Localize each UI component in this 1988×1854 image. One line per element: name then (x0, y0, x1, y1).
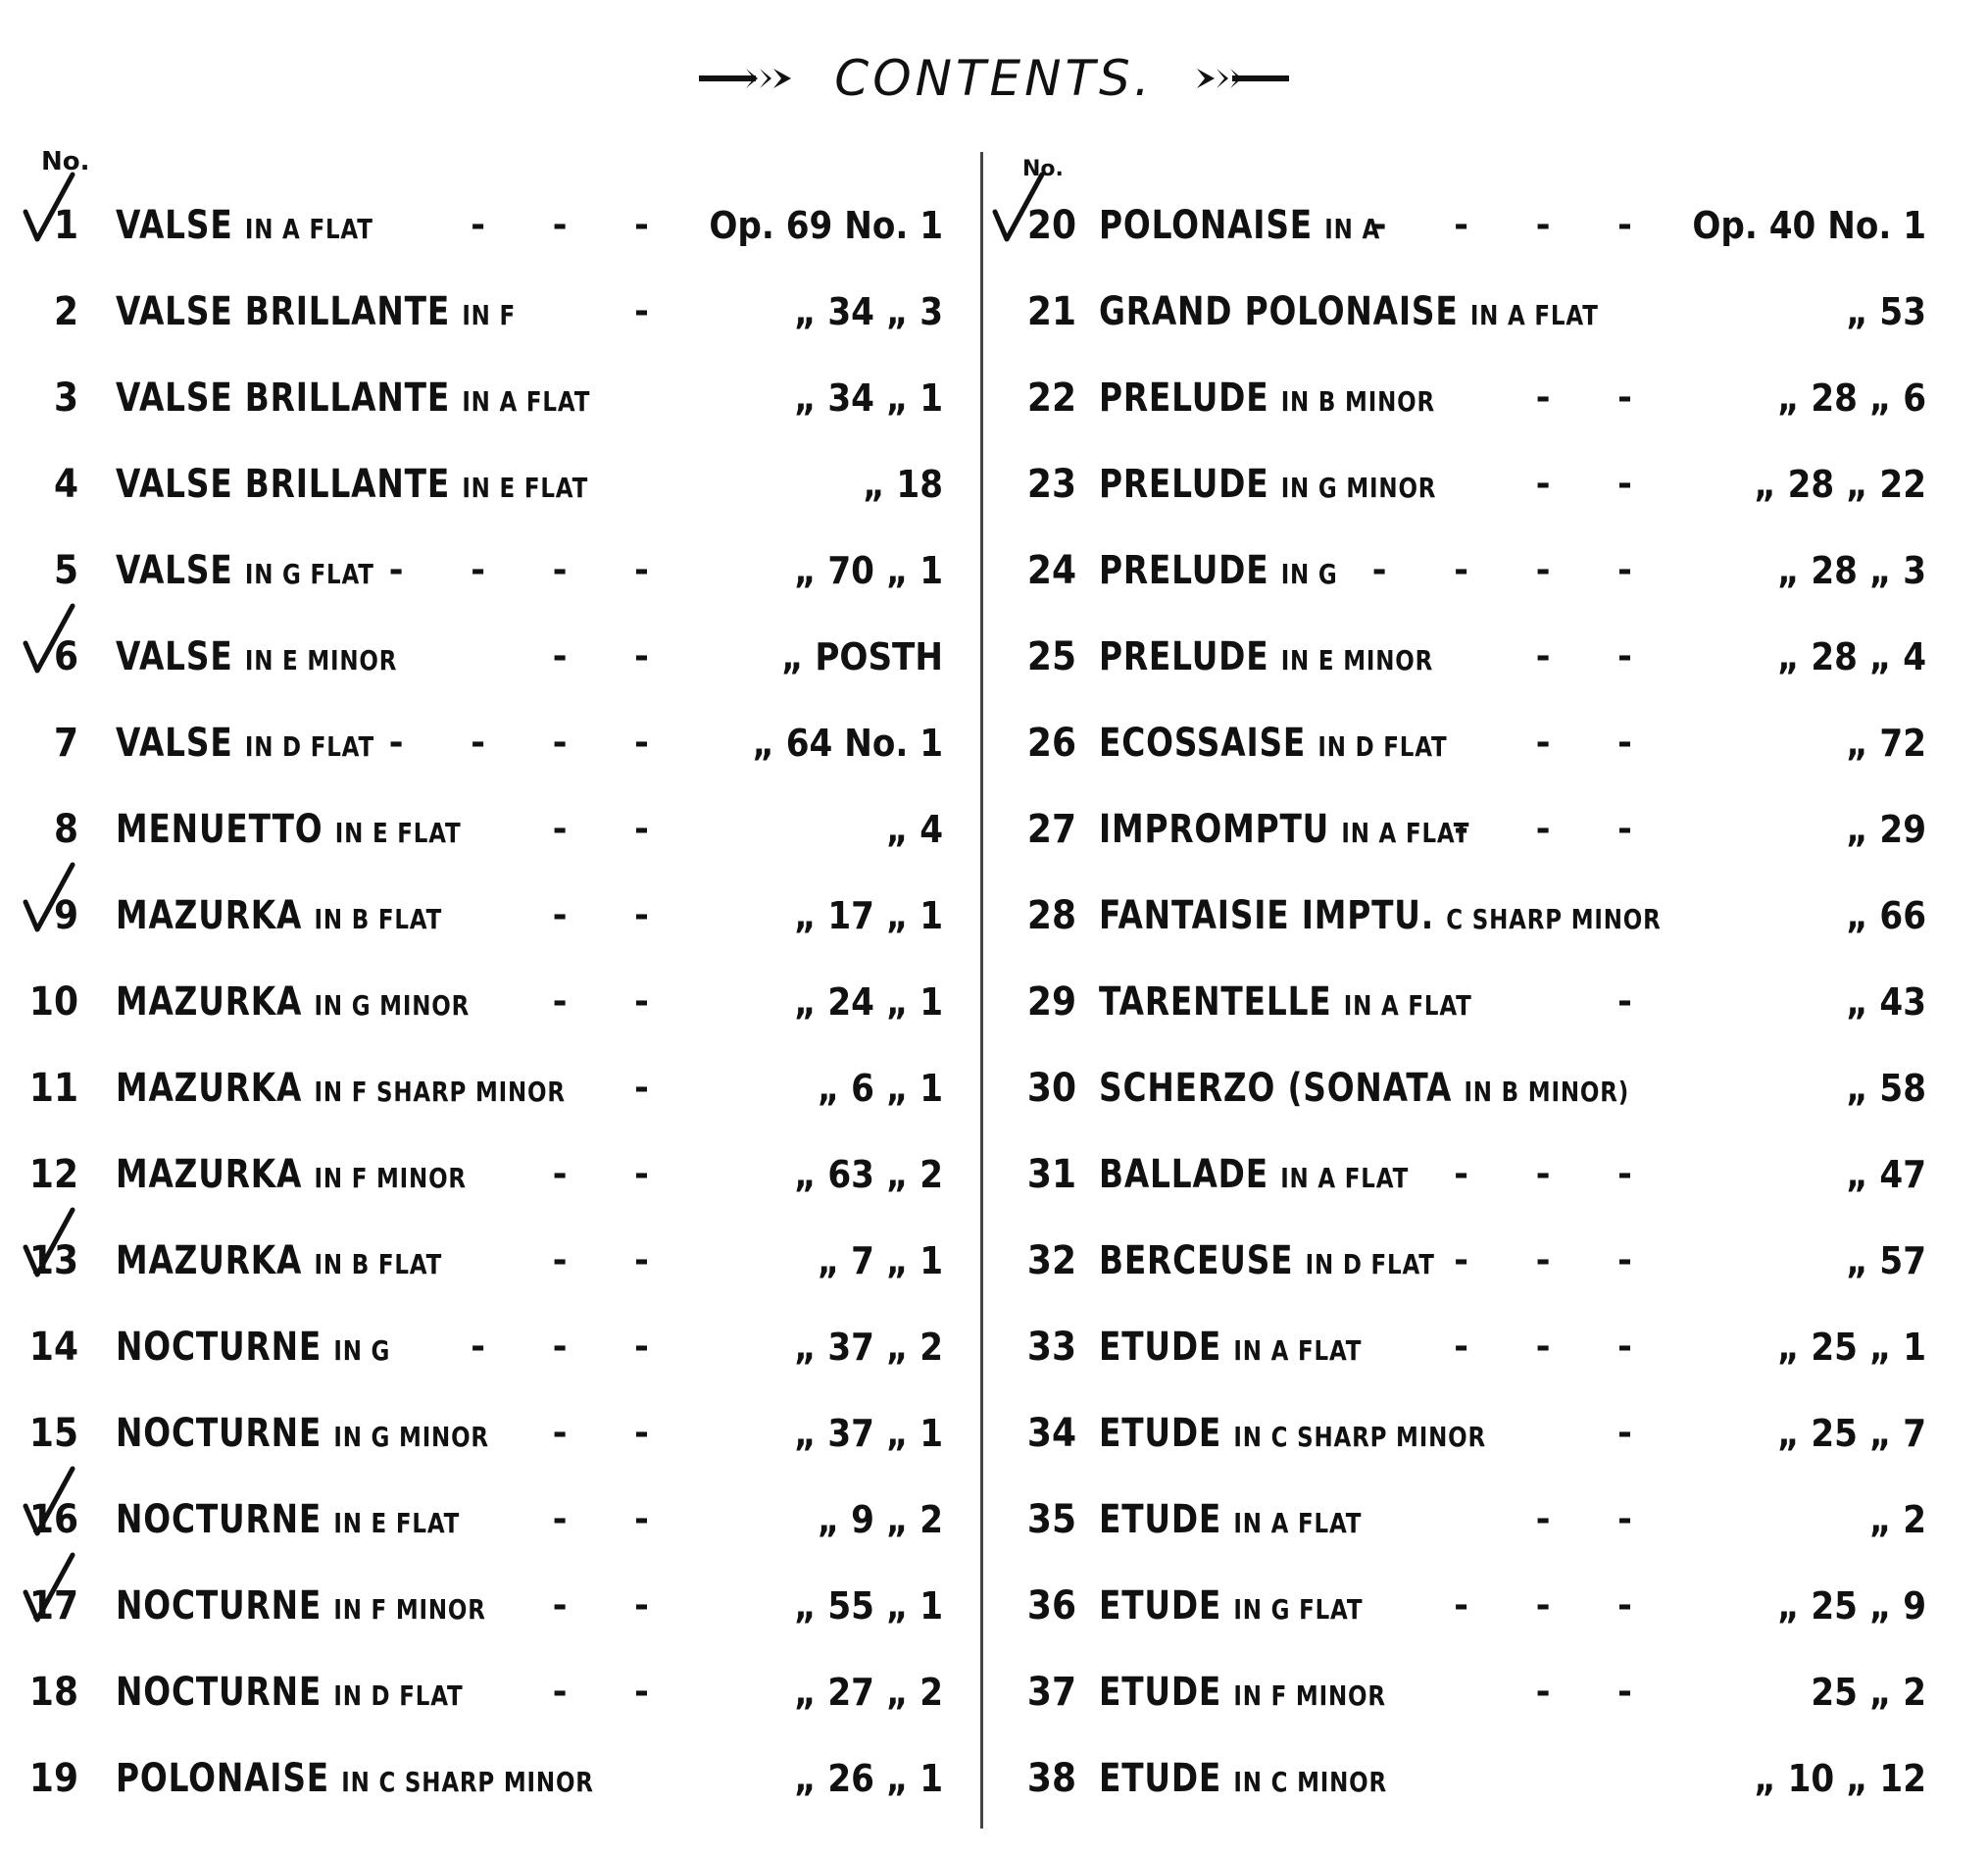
entry-number: 14 (28, 1325, 78, 1370)
right-ornament-icon (1193, 64, 1291, 93)
piece-name: BERCEUSE (1099, 1238, 1294, 1283)
entry-number: 22 (1026, 376, 1076, 421)
contents-entry (0, 282, 980, 369)
entry-title (116, 714, 374, 777)
leader-dashes: - - (1535, 1499, 1660, 1539)
leader-dashes: - - - (1454, 1585, 1660, 1626)
contents-entry (983, 1059, 1963, 1145)
piece-name: PRELUDE (1099, 548, 1269, 593)
entry-title (116, 1490, 460, 1553)
piece-key: IN D FLAT (244, 730, 374, 763)
opus-number: „ 53 (1846, 290, 1926, 333)
piece-key: IN A FLAT (1233, 1507, 1363, 1539)
opus-number: Op. 40 No. 1 (1692, 204, 1926, 247)
piece-key: IN C MINOR (1233, 1766, 1388, 1798)
leader-dashes: - - - - (388, 723, 676, 763)
contents-entry (983, 1145, 1963, 1231)
contents-entry (0, 1490, 980, 1577)
leader-dashes: - - - - (1371, 205, 1660, 245)
opus-number: „ 4 (885, 808, 943, 851)
entry-title (116, 1404, 489, 1467)
entry-number: 16 (28, 1497, 78, 1542)
piece-name: TARENTELLE (1099, 979, 1332, 1025)
entry-title (1099, 282, 1599, 345)
leader-dashes: - (1617, 1413, 1660, 1453)
opus-number: „ 43 (1846, 980, 1926, 1024)
opus-number: „ 28 „ 6 (1777, 376, 1926, 420)
contents-entry (983, 1404, 1963, 1490)
entry-title (116, 800, 462, 863)
opus-number: „ 24 „ 1 (794, 980, 943, 1024)
piece-key: IN A FLAT (244, 213, 373, 245)
contents-entry (0, 1749, 980, 1835)
piece-key: IN G MINOR (1280, 472, 1437, 504)
piece-name: PRELUDE (1099, 462, 1269, 507)
leader-dashes: - - (552, 1672, 676, 1712)
check-mark-icon (20, 1549, 78, 1628)
leader-dashes: - - - (1454, 809, 1660, 849)
entry-number: 4 (53, 462, 78, 507)
entry-number: 31 (1026, 1152, 1076, 1197)
piece-name: ETUDE (1099, 1670, 1222, 1715)
entry-title (116, 282, 516, 345)
contents-entry (983, 455, 1963, 541)
opus-number: „ 29 (1846, 808, 1926, 851)
piece-key: IN D FLAT (1305, 1248, 1435, 1280)
entry-title (1099, 369, 1435, 431)
piece-name: MENUETTO (116, 807, 323, 852)
leader-dashes: - (1617, 981, 1660, 1022)
opus-number: „ 28 „ 22 (1754, 463, 1926, 506)
piece-key: IN E FLAT (462, 472, 589, 504)
leader-dashes: - - (552, 895, 676, 935)
piece-name: ETUDE (1099, 1583, 1222, 1629)
opus-number: „ 28 „ 4 (1777, 635, 1926, 678)
piece-key: IN A FLAT (1341, 817, 1470, 849)
contents-entry (983, 1663, 1963, 1749)
opus-number: „ 26 „ 1 (794, 1757, 943, 1800)
entry-title (1099, 455, 1436, 518)
contents-entry (983, 1231, 1963, 1318)
contents-entry (0, 1577, 980, 1663)
leader-dashes: - - (552, 636, 676, 676)
opus-number: „ 72 (1846, 722, 1926, 765)
leader-dashes: - - - (471, 205, 676, 245)
entry-number: 32 (1026, 1238, 1076, 1283)
entry-number: 21 (1026, 289, 1076, 334)
check-mark-icon (20, 600, 78, 678)
piece-key: IN B MINOR) (1464, 1076, 1630, 1108)
entry-title (1099, 1059, 1629, 1122)
contents-entry (0, 1145, 980, 1231)
piece-name: POLONAISE (1099, 203, 1313, 248)
entry-number: 33 (1026, 1325, 1076, 1370)
piece-name: VALSE (116, 721, 233, 766)
piece-key: IN E MINOR (244, 644, 398, 676)
contents-entry (983, 714, 1963, 800)
check-mark-icon (20, 1463, 78, 1541)
contents-entry (0, 800, 980, 886)
entry-number: 11 (28, 1066, 78, 1111)
entry-title (116, 627, 397, 690)
entry-title (1099, 1749, 1387, 1812)
piece-key: IN E FLAT (334, 817, 462, 849)
contents-entry (0, 196, 980, 282)
entry-number: 36 (1026, 1583, 1076, 1629)
piece-name: ETUDE (1099, 1497, 1222, 1542)
opus-number: „ 34 „ 3 (794, 290, 943, 333)
piece-key: IN C SHARP MINOR (341, 1766, 594, 1798)
opus-number: „ 34 „ 1 (794, 376, 943, 420)
entry-title (1099, 1231, 1435, 1294)
piece-name: BALLADE (1099, 1152, 1268, 1197)
opus-number: „ 64 No. 1 (752, 722, 943, 765)
piece-name: IMPROMPTU (1099, 807, 1330, 852)
leader-dashes: - - (552, 1240, 676, 1280)
piece-name: FANTAISIE IMPTU. (1099, 893, 1435, 938)
piece-name: MAZURKA (116, 1152, 303, 1197)
piece-key: IN F MINOR (333, 1593, 486, 1626)
entry-title (1099, 541, 1338, 604)
right-column-head: No. (1022, 157, 1064, 181)
contents-entry (983, 627, 1963, 714)
piece-name: ETUDE (1099, 1756, 1222, 1801)
entry-number: 27 (1026, 807, 1076, 852)
opus-number: „ 17 „ 1 (794, 894, 943, 937)
piece-name: VALSE BRILLANTE (116, 462, 451, 507)
leader-dashes: - - - (471, 1327, 676, 1367)
entry-number: 7 (53, 721, 78, 766)
leader-dashes: - - (552, 1413, 676, 1453)
check-mark-icon (20, 859, 78, 937)
entry-number: 26 (1026, 721, 1076, 766)
entry-title (116, 1749, 594, 1812)
leader-dashes: - (634, 1068, 676, 1108)
entry-title (116, 369, 590, 431)
piece-name: VALSE (116, 203, 233, 248)
opus-number: „ 58 (1846, 1067, 1926, 1110)
contents-entry (0, 1663, 980, 1749)
contents-entry (0, 455, 980, 541)
contents-entry (983, 369, 1963, 455)
piece-key: IN A (1324, 213, 1381, 245)
piece-key: IN F (462, 299, 517, 331)
title-row (0, 39, 1988, 118)
entry-number: 29 (1026, 979, 1076, 1025)
leader-dashes: - - (552, 809, 676, 849)
entry-number: 28 (1026, 893, 1076, 938)
entry-number: 5 (53, 548, 78, 593)
left-ornament-icon (697, 64, 795, 93)
opus-number: „ 66 (1846, 894, 1926, 937)
entry-title (116, 886, 442, 949)
opus-number: „ 37 „ 1 (794, 1412, 943, 1455)
piece-key: IN B MINOR (1280, 385, 1435, 418)
entry-number: 35 (1026, 1497, 1076, 1542)
entry-title (1099, 1663, 1386, 1726)
leader-dashes: - - (1535, 464, 1660, 504)
piece-name: VALSE BRILLANTE (116, 289, 451, 334)
leader-dashes: - - (1535, 377, 1660, 418)
contents-entry (983, 886, 1963, 973)
opus-number: „ 25 „ 9 (1777, 1584, 1926, 1628)
opus-number: „ 63 „ 2 (794, 1153, 943, 1196)
piece-key: IN G FLAT (1233, 1593, 1364, 1626)
contents-entry (0, 627, 980, 714)
contents-entry (983, 800, 1963, 886)
contents-entry (983, 1577, 1963, 1663)
piece-key: IN G MINOR (333, 1421, 489, 1453)
entry-number: 19 (28, 1756, 78, 1801)
contents-entry (0, 973, 980, 1059)
opus-number: „ 55 „ 1 (794, 1584, 943, 1628)
contents-entry (0, 1404, 980, 1490)
contents-entry (0, 886, 980, 973)
leader-dashes: - - (552, 1585, 676, 1626)
check-mark-icon (20, 169, 78, 247)
entry-title (1099, 886, 1662, 949)
piece-name: ETUDE (1099, 1325, 1222, 1370)
contents-entry (0, 369, 980, 455)
piece-name: MAZURKA (116, 1066, 303, 1111)
check-mark-icon (20, 1204, 78, 1282)
leader-dashes: - - (552, 981, 676, 1022)
opus-number: „ 25 „ 1 (1777, 1326, 1926, 1369)
opus-number: „ 9 „ 2 (817, 1498, 943, 1541)
piece-key: IN G (1280, 558, 1338, 590)
contents-entry (0, 1318, 980, 1404)
piece-name: POLONAISE (116, 1756, 329, 1801)
opus-number: „ 57 (1846, 1239, 1926, 1282)
piece-key: IN A FLAT (1280, 1162, 1410, 1194)
entry-title (116, 1577, 486, 1639)
leader-dashes: - - (1535, 723, 1660, 763)
opus-number: „ 25 „ 7 (1777, 1412, 1926, 1455)
entry-title (1099, 1318, 1362, 1380)
entry-number: 17 (28, 1583, 78, 1629)
entry-number: 24 (1026, 548, 1076, 593)
entry-number: 8 (53, 807, 78, 852)
contents-entry (983, 1490, 1963, 1577)
piece-name: NOCTURNE (116, 1411, 323, 1456)
opus-number: „ 7 „ 1 (817, 1239, 943, 1282)
piece-name: NOCTURNE (116, 1497, 323, 1542)
entry-title (1099, 196, 1380, 259)
opus-number: „ 27 „ 2 (794, 1671, 943, 1714)
entry-number: 37 (1026, 1670, 1076, 1715)
entry-number: 23 (1026, 462, 1076, 507)
contents-entry (0, 714, 980, 800)
opus-number: 25 „ 2 (1811, 1671, 1926, 1714)
piece-name: ETUDE (1099, 1411, 1222, 1456)
piece-key: IN B FLAT (314, 903, 443, 935)
piece-key: IN D FLAT (333, 1679, 464, 1712)
entry-number: 30 (1026, 1066, 1076, 1111)
piece-key: IN F MINOR (1233, 1679, 1386, 1712)
piece-name: PRELUDE (1099, 376, 1269, 421)
entry-title (116, 455, 588, 518)
check-mark-icon (989, 169, 1048, 247)
piece-name: VALSE (116, 634, 233, 679)
piece-name: NOCTURNE (116, 1583, 323, 1629)
entry-title (1099, 1404, 1486, 1467)
left-column-head: No. (41, 147, 90, 176)
entry-number: 38 (1026, 1756, 1076, 1801)
contents-entry (983, 541, 1963, 627)
opus-number: Op. 69 No. 1 (709, 204, 943, 247)
opus-number: „ POSTH (780, 635, 943, 678)
opus-number: „ 47 (1846, 1153, 1926, 1196)
entry-title (116, 541, 374, 604)
contents-entry (983, 1749, 1963, 1835)
opus-number: „ 10 „ 12 (1754, 1757, 1926, 1800)
leader-dashes: - - (552, 1154, 676, 1194)
piece-key: C SHARP MINOR (1446, 903, 1662, 935)
contents-entry (983, 282, 1963, 369)
contents-entry (983, 196, 1963, 282)
leader-dashes: - - - (1454, 1240, 1660, 1280)
piece-key: IN G (333, 1334, 391, 1367)
piece-key: IN E FLAT (333, 1507, 461, 1539)
entry-number: 1 (53, 203, 78, 248)
opus-number: „ 2 (1868, 1498, 1926, 1541)
entry-title (1099, 1145, 1409, 1208)
leader-dashes: - - - (1454, 1154, 1660, 1194)
entry-title (1099, 714, 1448, 777)
entry-title (116, 1318, 390, 1380)
contents-entry (0, 541, 980, 627)
contents-entry (0, 1231, 980, 1318)
opus-number: „ 37 „ 2 (794, 1326, 943, 1369)
entry-title (116, 1231, 442, 1294)
entry-number: 20 (1026, 203, 1076, 248)
piece-key: IN D FLAT (1317, 730, 1448, 763)
piece-name: SCHERZO (SONATA (1099, 1066, 1453, 1111)
leader-dashes: - - (1535, 1672, 1660, 1712)
piece-key: IN F SHARP MINOR (314, 1076, 566, 1108)
piece-key: IN B FLAT (314, 1248, 443, 1280)
entry-title (1099, 1577, 1363, 1639)
entry-number: 13 (28, 1238, 78, 1283)
leader-dashes: - - (552, 1499, 676, 1539)
piece-name: PRELUDE (1099, 634, 1269, 679)
page-title: CONTENTS. (834, 50, 1154, 107)
leader-dashes: - - - (1454, 1327, 1660, 1367)
piece-key: IN C SHARP MINOR (1233, 1421, 1486, 1453)
piece-key: IN G MINOR (314, 989, 471, 1022)
entry-number: 12 (28, 1152, 78, 1197)
entry-title (1099, 627, 1433, 690)
entry-title (116, 1145, 467, 1208)
entry-number: 2 (53, 289, 78, 334)
entry-number: 34 (1026, 1411, 1076, 1456)
piece-name: VALSE BRILLANTE (116, 376, 451, 421)
piece-key: IN G FLAT (244, 558, 374, 590)
contents-entry (983, 1318, 1963, 1404)
entry-number: 6 (53, 634, 78, 679)
entry-title (116, 196, 373, 259)
entry-title (1099, 1490, 1362, 1553)
entry-number: 3 (53, 376, 78, 421)
entry-title (116, 973, 470, 1035)
piece-key: IN E MINOR (1280, 644, 1434, 676)
opus-number: „ 18 (863, 463, 943, 506)
piece-key: IN A FLAT (1343, 989, 1472, 1022)
contents-entry (0, 1059, 980, 1145)
piece-name: MAZURKA (116, 979, 303, 1025)
piece-name: NOCTURNE (116, 1670, 323, 1715)
leader-dashes: - (634, 291, 676, 331)
piece-name: NOCTURNE (116, 1325, 323, 1370)
piece-name: MAZURKA (116, 893, 303, 938)
entry-title (116, 1059, 566, 1122)
leader-dashes: - - (1535, 636, 1660, 676)
entry-number: 25 (1026, 634, 1076, 679)
piece-name: MAZURKA (116, 1238, 303, 1283)
opus-number: „ 70 „ 1 (794, 549, 943, 592)
leader-dashes: - - - - (388, 550, 676, 590)
leader-dashes: - - - - (1371, 550, 1660, 590)
contents-entry (983, 973, 1963, 1059)
opus-number: „ 6 „ 1 (817, 1067, 943, 1110)
entry-number: 18 (28, 1670, 78, 1715)
piece-key: IN A FLAT (1233, 1334, 1363, 1367)
entry-title (1099, 800, 1469, 863)
entry-number: 15 (28, 1411, 78, 1456)
piece-key: IN F MINOR (314, 1162, 467, 1194)
piece-key: IN A FLAT (462, 385, 591, 418)
piece-key: IN A FLAT (1469, 299, 1599, 331)
piece-name: VALSE (116, 548, 233, 593)
entry-title (1099, 973, 1472, 1035)
entry-number: 9 (53, 893, 78, 938)
entry-title (116, 1663, 463, 1726)
piece-name: ECOSSAISE (1099, 721, 1307, 766)
piece-name: GRAND POLONAISE (1099, 289, 1459, 334)
entry-number: 10 (28, 979, 78, 1025)
opus-number: „ 28 „ 3 (1777, 549, 1926, 592)
